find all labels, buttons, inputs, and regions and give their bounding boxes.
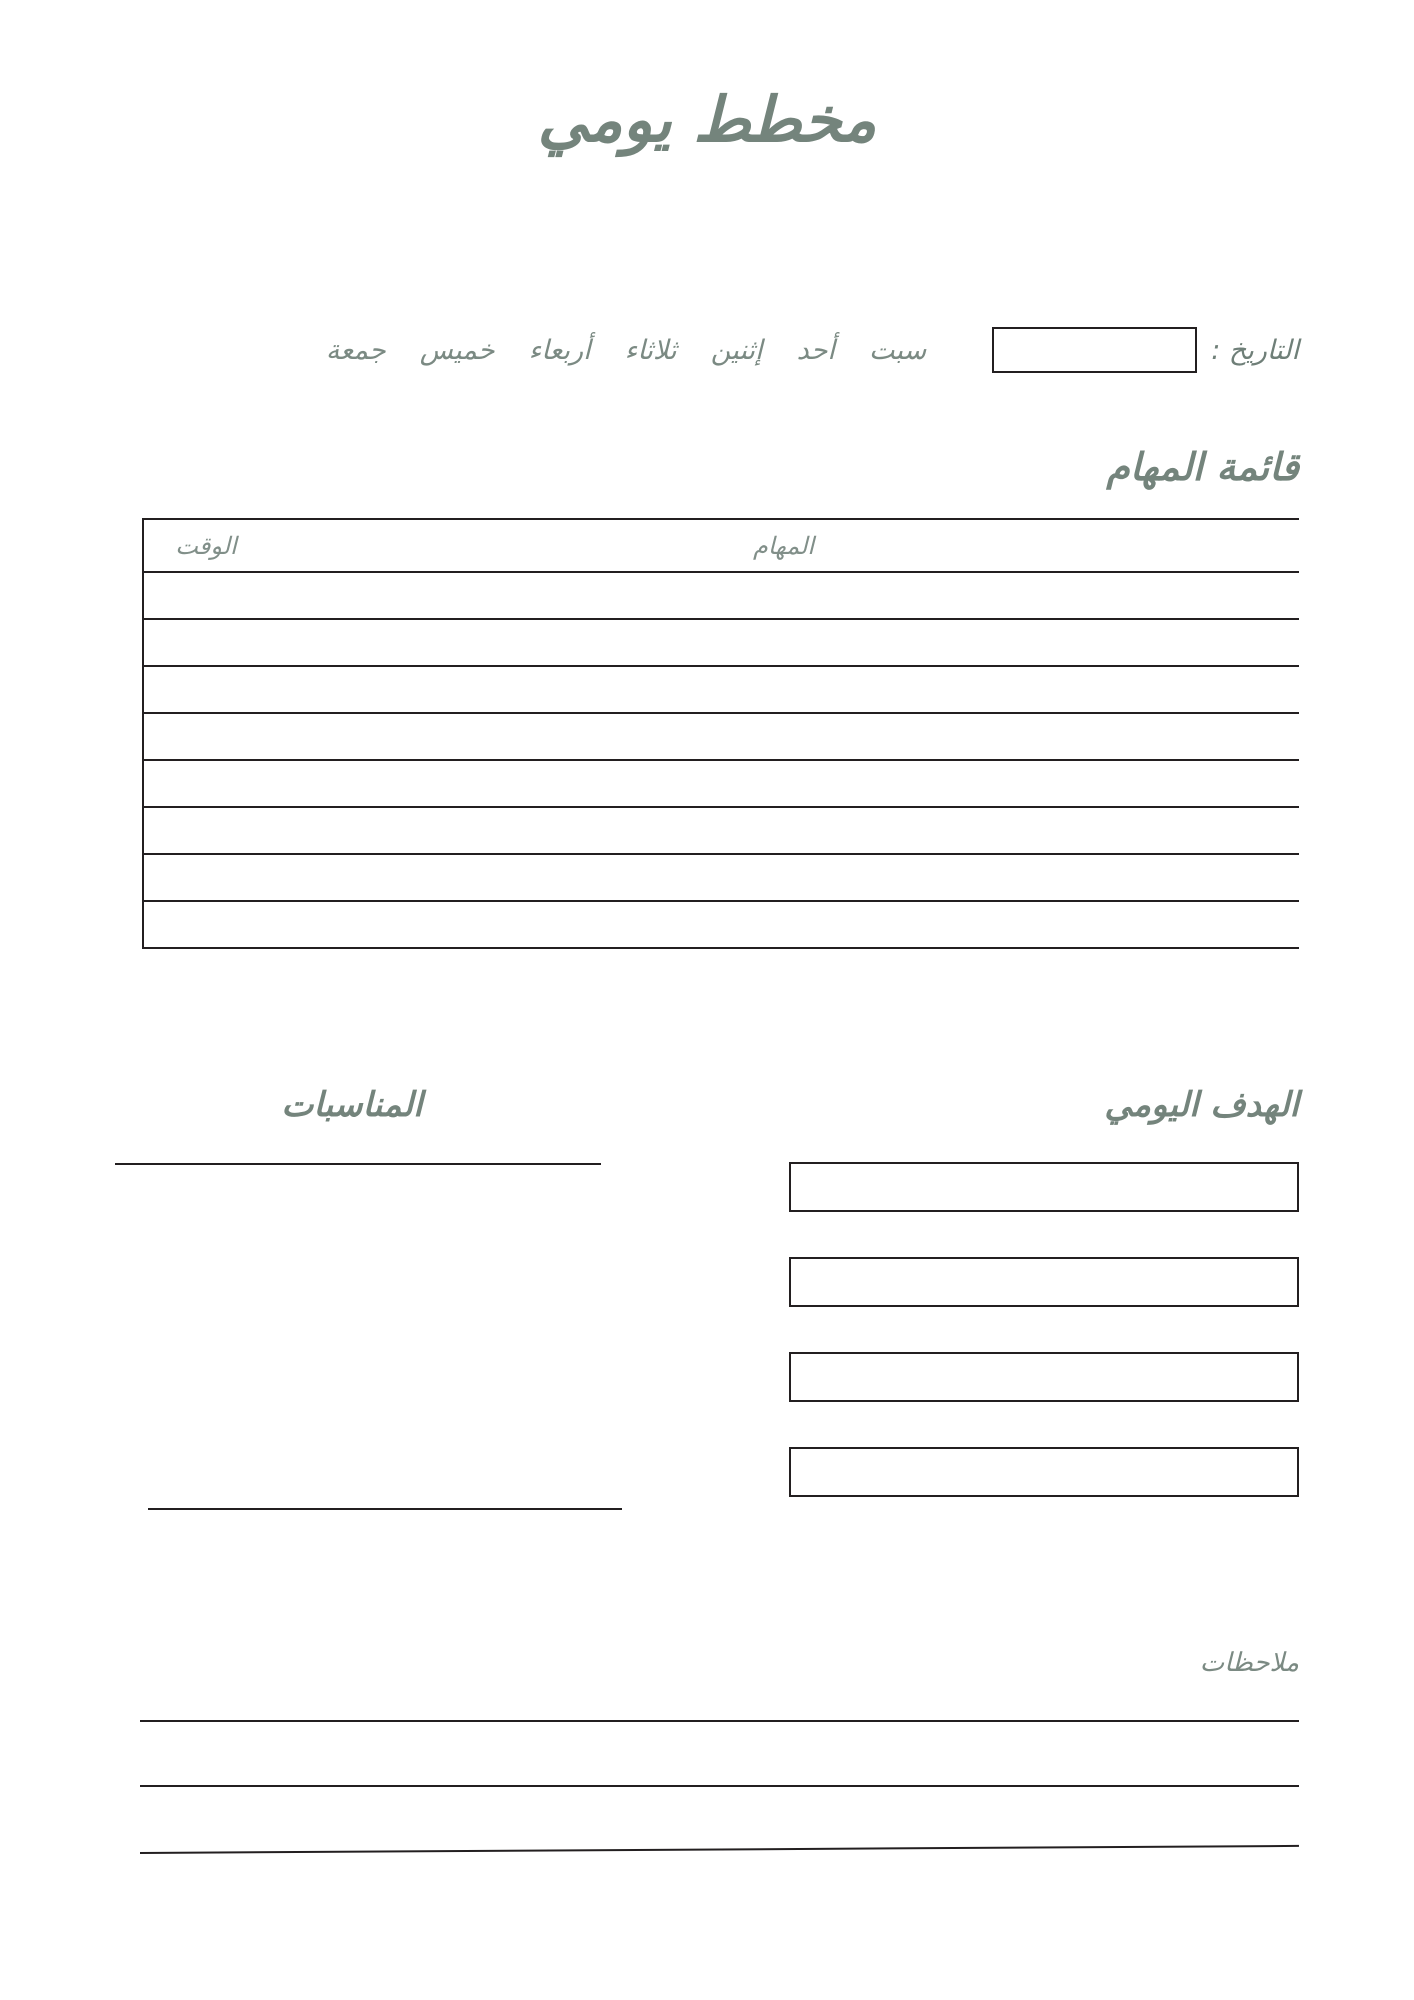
notes-line[interactable]	[140, 1845, 1299, 1854]
weekday-item-friday[interactable]: جمعة	[325, 334, 386, 366]
daily-goal-input[interactable]	[789, 1352, 1299, 1402]
time-cell[interactable]	[143, 760, 268, 807]
time-cell[interactable]	[143, 666, 268, 713]
weekday-item-sunday[interactable]: أحد	[796, 334, 835, 366]
date-label: التاريخ :	[1211, 334, 1299, 366]
notes-line[interactable]	[140, 1720, 1299, 1722]
daily-goal-heading: الهدف اليومي	[1104, 1085, 1299, 1125]
time-cell[interactable]	[143, 807, 268, 854]
table-row	[143, 713, 1299, 760]
tasks-section-heading: قائمة المهام	[1106, 445, 1299, 489]
date-input[interactable]	[992, 327, 1197, 373]
table-row	[143, 854, 1299, 901]
task-cell[interactable]	[268, 572, 1299, 619]
weekday-item-saturday[interactable]: سبت	[868, 334, 927, 366]
tasks-table	[142, 518, 1299, 949]
page-title: مخطط يومي	[537, 83, 877, 156]
time-cell[interactable]	[143, 713, 268, 760]
task-cell[interactable]	[268, 713, 1299, 760]
weekday-item-thursday[interactable]: خميس	[419, 334, 495, 366]
daily-goal-input[interactable]	[789, 1447, 1299, 1497]
daily-goal-input[interactable]	[789, 1257, 1299, 1307]
table-header-row	[143, 519, 1299, 572]
table-row	[143, 572, 1299, 619]
table-row	[143, 807, 1299, 854]
occasions-rule-top[interactable]	[115, 1163, 601, 1165]
column-header-time: الوقت	[143, 519, 268, 572]
weekday-item-wednesday[interactable]: أربعاء	[528, 334, 591, 366]
occasions-heading: المناسبات	[281, 1085, 423, 1125]
task-cell[interactable]	[268, 807, 1299, 854]
weekday-item-tuesday[interactable]: ثلاثاء	[624, 334, 677, 366]
task-cell[interactable]	[268, 760, 1299, 807]
daily-goal-box-list	[789, 1162, 1299, 1497]
time-cell[interactable]	[143, 854, 268, 901]
weekday-item-monday[interactable]: إثنين	[710, 334, 763, 366]
time-cell[interactable]	[143, 901, 268, 948]
time-cell[interactable]	[143, 572, 268, 619]
weekday-list	[325, 334, 927, 366]
daily-goal-input[interactable]	[789, 1162, 1299, 1212]
task-cell[interactable]	[268, 619, 1299, 666]
notes-line[interactable]	[140, 1785, 1299, 1787]
time-cell[interactable]	[143, 619, 268, 666]
table-row	[143, 901, 1299, 948]
task-cell[interactable]	[268, 901, 1299, 948]
column-header-tasks: المهام	[268, 519, 1299, 572]
task-cell[interactable]	[268, 666, 1299, 713]
date-row	[115, 320, 1299, 380]
notes-heading: ملاحظات	[1199, 1648, 1299, 1678]
occasions-rule-bottom[interactable]	[148, 1508, 622, 1510]
table-row	[143, 666, 1299, 713]
table-row	[143, 619, 1299, 666]
task-cell[interactable]	[268, 854, 1299, 901]
table-row	[143, 760, 1299, 807]
